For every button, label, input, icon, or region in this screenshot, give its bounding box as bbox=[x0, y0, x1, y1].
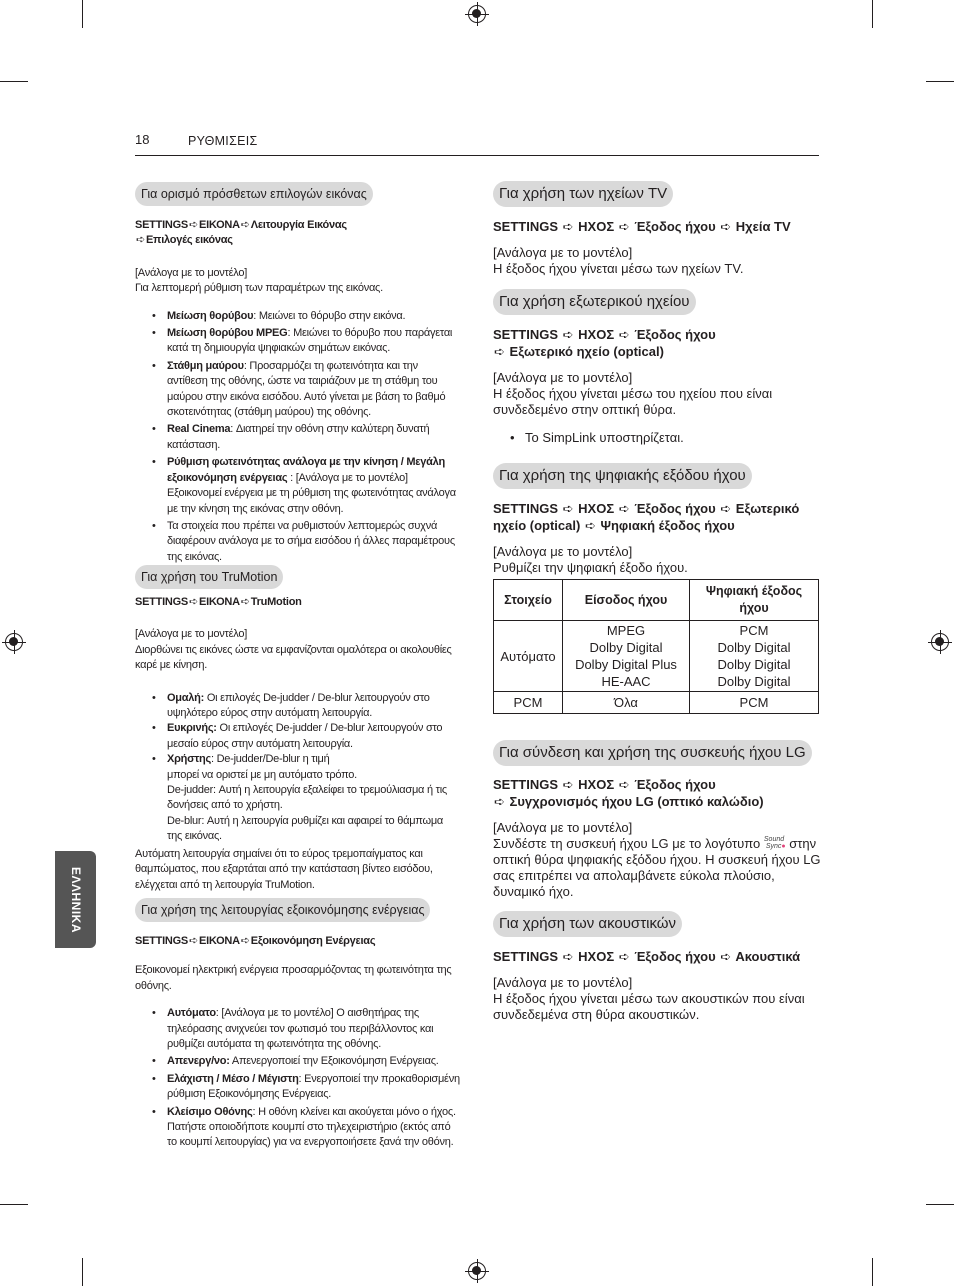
section-description: Ρυθμίζει την ψηφιακή έξοδο ήχου. bbox=[493, 560, 688, 575]
model-note: [Ανάλογα με το μοντέλο] bbox=[493, 820, 633, 835]
language-tab bbox=[55, 851, 96, 948]
arrow-right-icon: ➪ bbox=[240, 935, 250, 947]
digital-audio-table bbox=[493, 579, 819, 714]
section-heading-lg-audio-device: Για σύνδεση και χρήση της συσκευής ήχου LG bbox=[493, 740, 812, 766]
model-note: [Ανάλογα με το μοντέλο] bbox=[493, 544, 633, 559]
registration-mark-icon bbox=[468, 1262, 486, 1280]
table-header: Στοιχείο bbox=[494, 580, 563, 621]
model-note: [Ανάλογα με το μοντέλο] bbox=[135, 266, 248, 279]
table-header-row bbox=[494, 580, 819, 621]
trim-mark bbox=[872, 0, 873, 28]
section-description: Η έξοδος ήχου γίνεται μέσω των ηχείων TV. bbox=[493, 261, 744, 276]
trumotion-section bbox=[135, 595, 460, 893]
arrow-right-icon: ➪ bbox=[562, 777, 574, 792]
bullet-list bbox=[493, 430, 823, 446]
list-item: • Χρήστης: De-judder/De-blur η τιμή μπορεί να οριστεί με μη αυτόματο τρόπο. De-judder: Αυτή η λειτουργία εξαλείφει το τρεμούλιασμα ή τις δονήσεις από το χρήστη. De-blur: Αυτή η λειτουργία ρυθμίζει και αφαιρεί το θάμπωμα της εικόνας. bbox=[167, 752, 460, 844]
settings-path: SETTINGS➪ΕΙΚΟΝΑ➪TruMotion bbox=[135, 595, 460, 610]
section-description: Διορθώνει τις εικόνες ώστε να εμφανίζονται ομαλότερα οι ακολουθίες καρέ με κίνηση. bbox=[135, 643, 452, 672]
model-note: [Ανάλογα με το μοντέλο] bbox=[493, 245, 633, 260]
arrow-right-icon: ➪ bbox=[494, 344, 505, 359]
section-description: Η έξοδος ήχου γίνεται μέσω των ακουστικών που είναι συνδεδεμένα στη θύρα ακουστικών. bbox=[493, 991, 805, 1022]
section-heading-tv-speakers: Για χρήση των ηχείων TV bbox=[493, 181, 673, 207]
list-item: • Μείωση θορύβου MPEG: Μειώνει το θόρυβο που παράγεται κατά τη δημιουργία ψηφιακών σημάτων εικόνας. bbox=[167, 326, 460, 357]
external-speaker-section bbox=[493, 326, 823, 446]
digital-audio-out-section bbox=[493, 500, 823, 576]
table-header: Ψηφιακή έξοδος ήχου bbox=[690, 580, 819, 621]
section-heading-picture-options: Για ορισμό πρόσθετων επιλογών εικόνας bbox=[135, 182, 373, 206]
list-item: • Ρύθμιση φωτεινότητας ανάλογα με την κίνηση / Μεγάλη εξοικονόμηση ενέργειας : [Ανάλογα με το μοντέλο] Εξοικονομεί ενέργεια με τη ρύθμιση της φωτεινότητας ανάλογα με την κίνηση της εικόνας στην οθόνη. bbox=[167, 455, 460, 517]
section-heading-energy-saving: Για χρήση της λειτουργίας εξοικονόμησης ενέργειας bbox=[135, 898, 430, 922]
table-row bbox=[494, 621, 819, 692]
arrow-right-icon: ➪ bbox=[562, 327, 574, 342]
arrow-right-icon: ➪ bbox=[189, 935, 198, 947]
options-list bbox=[135, 309, 460, 566]
arrow-right-icon: ➪ bbox=[240, 596, 250, 608]
section-heading-headphones: Για χρήση των ακουστικών bbox=[493, 911, 682, 937]
list-item: • Ομαλή: Οι επιλογές De-judder / De-blur λειτουργούν στο υψηλότερο εύρος στην αυτόματη λειτουργία. bbox=[167, 691, 460, 722]
arrow-right-icon: ➪ bbox=[618, 949, 630, 964]
list-item: • Real Cinema: Διατηρεί την οθόνη στην καλύτερη δυνατή κατάσταση. bbox=[167, 422, 460, 453]
arrow-right-icon: ➪ bbox=[240, 219, 250, 231]
settings-path: SETTINGS➪ΕΙΚΟΝΑ➪Λειτουργία Εικόνας ➪Επιλογές εικόνας bbox=[135, 218, 460, 249]
model-note: [Ανάλογα με το μοντέλο] bbox=[493, 975, 633, 990]
arrow-right-icon: ➪ bbox=[136, 234, 145, 247]
options-list bbox=[135, 1006, 460, 1151]
arrow-right-icon: ➪ bbox=[720, 219, 732, 234]
settings-path: SETTINGS ➪ ΗΧΟΣ ➪ Έξοδος ήχου ➪ Εξωτερικό ηχείο (optical) ➪ Ψηφιακή έξοδος ήχου bbox=[493, 501, 800, 533]
table-cell: Όλα bbox=[563, 692, 690, 714]
settings-path: SETTINGS ➪ ΗΧΟΣ ➪ Έξοδος ήχου ➪ Ηχεία TV bbox=[493, 219, 791, 234]
picture-options-section bbox=[135, 218, 460, 565]
arrow-right-icon: ➪ bbox=[720, 949, 732, 964]
arrow-right-icon: ➪ bbox=[562, 219, 574, 234]
arrow-right-icon: ➪ bbox=[720, 501, 732, 516]
table-cell: PCM bbox=[690, 692, 819, 714]
arrow-right-icon: ➪ bbox=[494, 794, 505, 809]
headphones-section bbox=[493, 948, 823, 1023]
trim-mark bbox=[0, 81, 28, 82]
arrow-right-icon: ➪ bbox=[189, 219, 198, 231]
trim-mark bbox=[926, 81, 954, 82]
section-description: Η έξοδος ήχου γίνεται μέσω του ηχείου που είναι συνδεδεμένο στην οπτική θύρα. bbox=[493, 386, 773, 417]
list-item: • Στάθμη μαύρου: Προσαρμόζει τη φωτεινότητα και την αντίθεση της οθόνης, ώστε να ταιριάζουν με τη στάθμη του μαύρου στην εικόνα εισόδου. Αυτό γίνεται με βάση το βαθμό σκοτεινότητας (στάθμη μαύρου) της οθόνης. bbox=[167, 359, 460, 421]
arrow-right-icon: ➪ bbox=[618, 219, 630, 234]
options-list bbox=[135, 691, 460, 845]
list-item: • Τα στοιχεία που πρέπει να ρυθμιστούν λεπτομερώς συχνά διαφέρουν ανάλογα με το σήμα εισόδου ή άλλες παραμέτρους της εικόνας. bbox=[167, 519, 460, 565]
tv-speakers-section bbox=[493, 218, 823, 277]
table-row bbox=[494, 692, 819, 714]
trim-mark bbox=[926, 1204, 954, 1205]
table-cell: Αυτόματο bbox=[494, 621, 563, 692]
trim-mark bbox=[872, 1258, 873, 1286]
table-cell: PCM bbox=[494, 692, 563, 714]
section-title: ΡΥΘΜΙΣΕΙΣ bbox=[188, 134, 258, 148]
arrow-right-icon: ➪ bbox=[618, 501, 630, 516]
table-header: Είσοδος ήχου bbox=[563, 580, 690, 621]
list-item: • Το SimpLink υποστηρίζεται. bbox=[525, 430, 823, 446]
settings-path: SETTINGS➪ΕΙΚΟΝΑ➪Εξοικονόμηση Ενέργειας bbox=[135, 934, 460, 949]
settings-path: SETTINGS ➪ ΗΧΟΣ ➪ Έξοδος ήχου ➪ Ακουστικά bbox=[493, 949, 801, 964]
energy-saving-section bbox=[135, 934, 460, 1151]
section-description: Συνδέστε τη συσκευή ήχου LG με το λογότυπο Sound Sync● στην οπτική θύρα ψηφιακής εξόδου ήχου. Η συσκευή ήχου LG σας επιτρέπει να απολαμβάνετε εύκολα πλούσιο, δυναμικό ήχο. bbox=[493, 836, 821, 899]
section-description: Για λεπτομερή ρύθμιση των παραμέτρων της εικόνας. bbox=[135, 282, 383, 295]
registration-mark-icon bbox=[468, 5, 486, 23]
table-cell: MPEG Dolby Digital Dolby Digital Plus HE-AAC bbox=[563, 621, 690, 692]
arrow-right-icon: ➪ bbox=[562, 949, 574, 964]
registration-mark-icon bbox=[931, 633, 949, 651]
arrow-right-icon: ➪ bbox=[618, 327, 630, 342]
section-footer: Αυτόματη λειτουργία σημαίνει ότι το εύρος τρεμοπαίγματος και θαμπώματος, που εξαρτάται από την κατάσταση βίντεο εισόδου, ελέγχεται από τη λειτουργία TruMotion. bbox=[135, 847, 433, 891]
language-tab-label: ΕΛΛΗΝΙΚΑ bbox=[68, 866, 83, 933]
arrow-right-icon: ➪ bbox=[584, 518, 596, 533]
trim-mark bbox=[0, 1204, 28, 1205]
list-item: • Ελάχιστη / Μέσο / Μέγιστη: Ενεργοποιεί την προκαθορισμένη ρύθμιση Εξοικονόμησης Ενέργειας. bbox=[167, 1072, 460, 1103]
header-rule bbox=[135, 155, 819, 156]
list-item: • Απενεργ/νο: Απενεργοποιεί την Εξοικονόμηση Ενέργειας. bbox=[167, 1054, 460, 1069]
section-heading-digital-audio-out: Για χρήση της ψηφιακής εξόδου ήχου bbox=[493, 463, 752, 489]
model-note: [Ανάλογα με το μοντέλο] bbox=[135, 628, 248, 641]
trim-mark bbox=[82, 1258, 83, 1286]
settings-path: SETTINGS ➪ ΗΧΟΣ ➪ Έξοδος ήχου ➪ Συγχρονισμός ήχου LG (οπτικό καλώδιο) bbox=[493, 777, 764, 809]
section-description: Εξοικονομεί ηλεκτρική ενέργεια προσαρμόζοντας τη φωτεινότητα της οθόνης. bbox=[135, 964, 452, 992]
arrow-right-icon: ➪ bbox=[562, 501, 574, 516]
trim-mark bbox=[82, 0, 83, 28]
list-item: • Μείωση θορύβου: Μειώνει το θόρυβο στην εικόνα. bbox=[167, 309, 460, 324]
table-cell: PCM Dolby Digital Dolby Digital Dolby Digital bbox=[690, 621, 819, 692]
list-item: • Ευκρινής: Οι επιλογές De-judder / De-blur λειτουργούν στο μεσαίο εύρος στην αυτόματη λειτουργία. bbox=[167, 721, 460, 752]
page-number: 18 bbox=[135, 132, 150, 147]
section-heading-external-speaker: Για χρήση εξωτερικού ηχείου bbox=[493, 289, 696, 315]
settings-path: SETTINGS ➪ ΗΧΟΣ ➪ Έξοδος ήχου ➪ Εξωτερικό ηχείο (optical) bbox=[493, 327, 716, 359]
registration-mark-icon bbox=[5, 633, 23, 651]
model-note: [Ανάλογα με το μοντέλο] bbox=[493, 370, 633, 385]
sound-sync-logo-icon: Sound Sync● bbox=[763, 836, 786, 850]
arrow-right-icon: ➪ bbox=[618, 777, 630, 792]
list-item: • Κλείσιμο Οθόνης: Η οθόνη κλείνει και ακούγεται μόνο ο ήχος. Πατήστε οποιοδήποτε κουμπί στο τηλεχειριστήριο (εκτός από το κουμπί λειτουργίας) για να ενεργοποιήσετε ξανά την οθόνη. bbox=[167, 1105, 460, 1151]
arrow-right-icon: ➪ bbox=[189, 596, 198, 608]
list-item: • Αυτόματο: [Ανάλογα με το μοντέλο] Ο αισθητήρας της τηλεόρασης ανιχνεύει τον φωτισμό του περιβάλλοντος και ρυθμίζει αυτόματα τη φωτεινότητα της οθόνης. bbox=[167, 1006, 460, 1052]
section-heading-trumotion: Για χρήση του TruMotion bbox=[135, 565, 283, 589]
lg-audio-device-section bbox=[493, 776, 823, 900]
